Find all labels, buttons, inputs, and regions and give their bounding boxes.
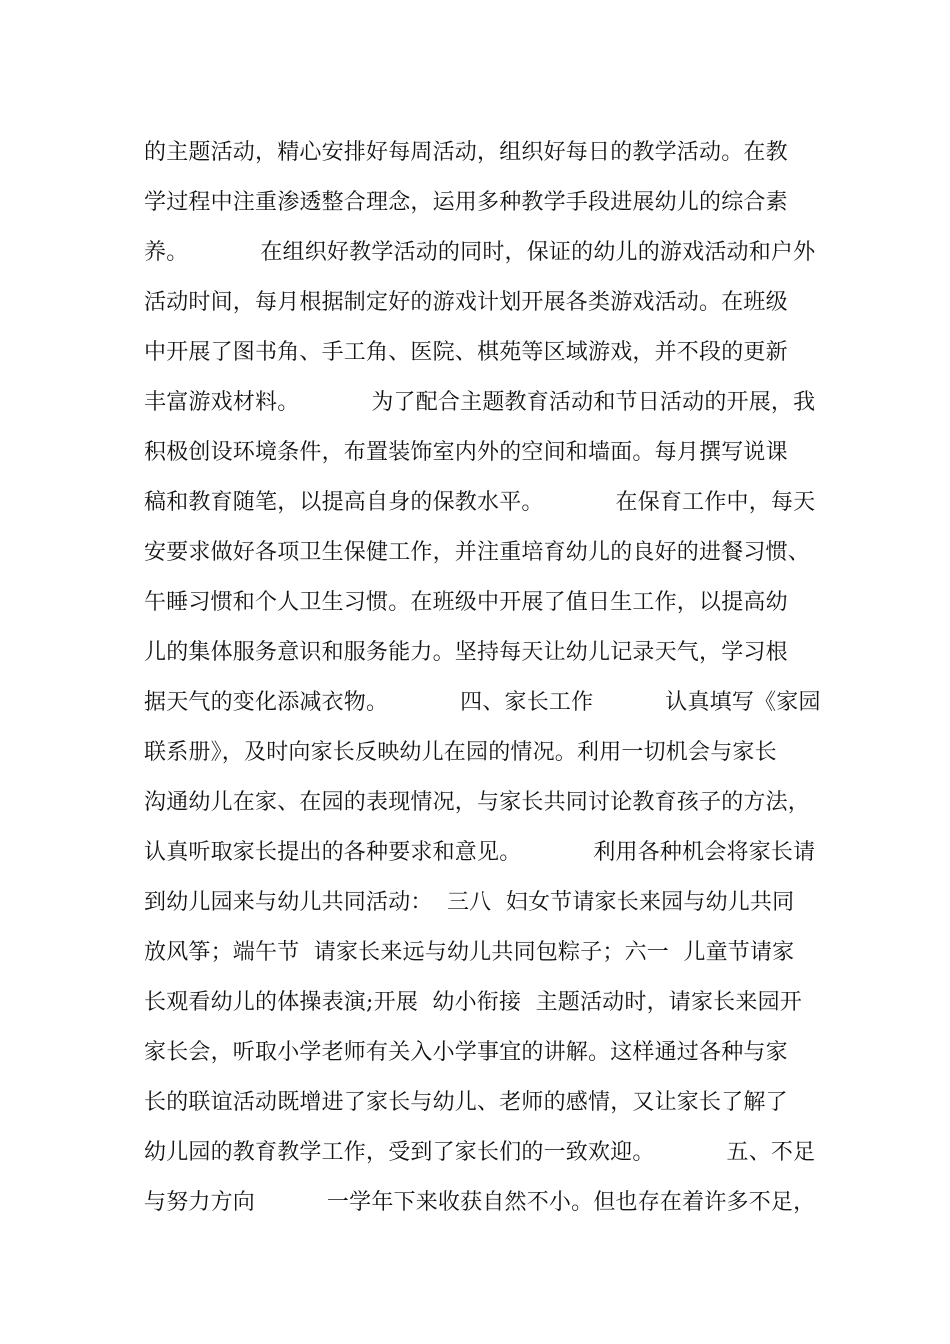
- text-line-16: 到幼儿园来与幼儿共同活动： 三八 妇女节请家长来园与幼儿共同: [144, 890, 795, 915]
- text-line-15: 认真听取家长提出的各种要求和意见。 利用各种机会将家长请: [144, 840, 816, 865]
- text-line-1: 的主题活动，精心安排好每周活动，组织好每日的教学活动。在教: [144, 140, 788, 165]
- text-line-10: 午睡习惯和个人卫生习惯。在班级中开展了值日生工作，以提高幼: [144, 590, 788, 615]
- body-text: [144, 128, 824, 1228]
- text-line-2: 学过程中注重渗透整合理念，运用多种教学手段进展幼儿的综合素: [144, 190, 788, 215]
- text-line-4: 活动时间，每月根据制定好的游戏计划开展各类游戏活动。在班级: [144, 290, 788, 315]
- text-line-11: 儿的集体服务意识和服务能力。坚持每天让幼儿记录天气，学习根: [144, 640, 788, 665]
- text-line-14: 沟通幼儿在家、在园的表现情况，与家长共同讨论教育孩子的方法，: [144, 790, 811, 815]
- text-line-20: 长的联谊活动既增进了家长与幼儿、老师的感情，又让家长了解了: [144, 1090, 788, 1115]
- text-line-3: 养。 在组织好教学活动的同时，保证的幼儿的游戏活动和户外: [144, 240, 816, 265]
- text-line-17: 放风筝；端午节 请家长来远与幼儿共同包粽子；六一 儿童节请家: [144, 940, 795, 965]
- text-line-12: 据天气的变化添减衣物。 四、家长工作 认真填写《家园: [144, 690, 821, 715]
- text-line-21: 幼儿园的教育教学工作，受到了家长们的一致欢迎。 五、不足: [144, 1140, 816, 1165]
- text-line-18: 长观看幼儿的体操表演;开展 幼小衔接 主题活动时，请家长来园开: [144, 990, 802, 1015]
- text-line-9: 安要求做好各项卫生保健工作，并注重培育幼儿的良好的进餐习惯、: [144, 540, 811, 565]
- text-line-5: 中开展了图书角、手工角、医院、棋苑等区域游戏，并不段的更新: [144, 340, 788, 365]
- text-line-7: 积极创设环境条件，布置装饰室内外的空间和墙面。每月撰写说课: [144, 440, 788, 465]
- text-line-19: 家长会，听取小学老师有关入小学事宜的讲解。这样通过各种与家: [144, 1040, 788, 1065]
- text-line-13: 联系册》，及时向家长反映幼儿在园的情况。利用一切机会与家长: [144, 740, 777, 765]
- text-line-8: 稿和教育随笔，以提高自身的保教水平。 在保育工作中，每天: [144, 490, 816, 515]
- text-line-22: 与努力方向 一学年下来收获自然不小。但也存在着许多不足，: [144, 1190, 816, 1215]
- text-line-6: 丰富游戏材料。 为了配合主题教育活动和节日活动的开展，我: [144, 390, 816, 415]
